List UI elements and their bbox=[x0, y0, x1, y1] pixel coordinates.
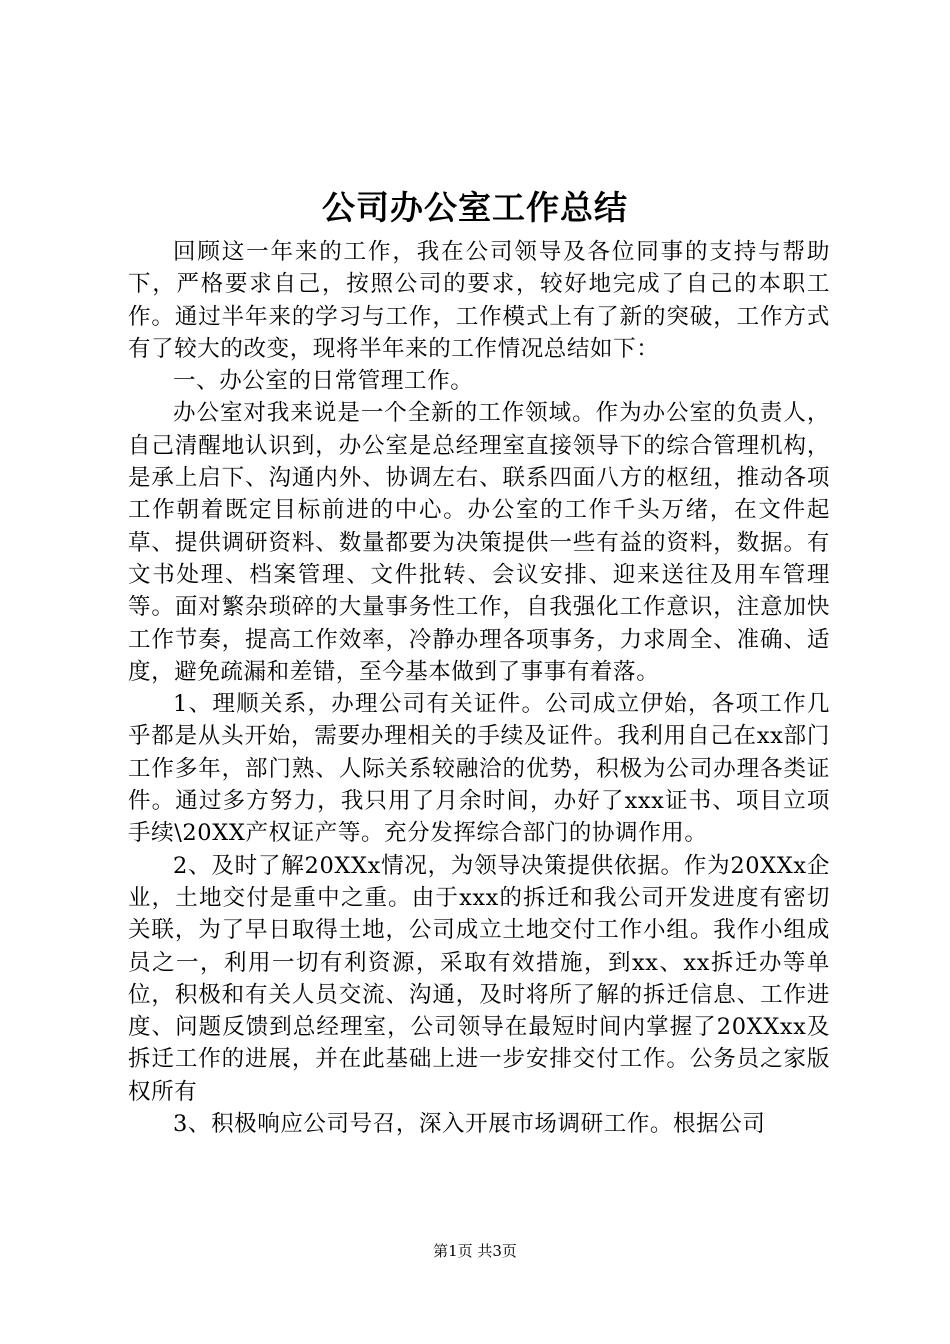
page-footer: 第1页 共3页 bbox=[433, 1242, 517, 1260]
document-title: 公司办公室工作总结 bbox=[322, 188, 628, 227]
document-body bbox=[128, 236, 830, 1140]
item-1-paragraph: 1、理顺关系，办理公司有关证件。公司成立伊始，各项工作几乎都是从头开始，需要办理相关的手续及证件。我利用自己在xx部门工作多年，部门熟、人际关系较融洽的优势，积极为公司办理各类证件。通过多方努力，我只用了月余时间，办好了xxx证书、项目立项手续\20XX产权证产等。充分发挥综合部门的协调作用。 bbox=[128, 691, 830, 847]
item-2-paragraph: 2、及时了解20XXx情况，为领导决策提供依据。作为20XXx企业，土地交付是重中之重。由于xxx的拆迁和我公司开发进度有密切关联，为了早日取得土地，公司成立土地交付工作小组。我作小组成员之一，利用一切有利资源，采取有效措施，到xx、xx拆迁办等单位，积极和有关人员交流、沟通，及时将所了解的拆迁信息、工作进度、问题反馈到总经理室，公司领导在最短时间内掌握了20XXxx及拆迁工作的进展，并在此基础上进一步安排交付工作。公务员之家版权所有 bbox=[128, 852, 830, 1105]
section-heading-daily-management: 一、办公室的日常管理工作。 bbox=[173, 368, 474, 395]
office-role-paragraph: 办公室对我来说是一个全新的工作领域。作为办公室的负责人，自己清醒地认识到，办公室是总经理室直接领导下的综合管理机构，是承上启下、沟通内外、协调左右、联系四面八方的枢纽，推动各项工作朝着既定目标前进的中心。办公室的工作千头万绪，在文件起草、提供调研资料、数量都要为决策提供一些有益的资料，数据。有文书处理、档案管理、文件批转、会议安排、迎来送往及用车管理等。面对繁杂琐碎的大量事务性工作，自我强化工作意识，注意加快工作节奏，提高工作效率，冷静办理各项事务，力求周全、准确、适度，避免疏漏和差错，至今基本做到了事事有着落。 bbox=[128, 400, 830, 685]
item-3-paragraph: 3、积极响应公司号召，深入开展市场调研工作。根据公司 bbox=[173, 1111, 766, 1138]
intro-paragraph: 回顾这一年来的工作，我在公司领导及各位同事的支持与帮助下，严格要求自己，按照公司的要求，较好地完成了自己的本职工作。通过半年来的学习与工作，工作模式上有了新的突破，工作方式有了较大的改变，现将半年来的工作情况总结如下： bbox=[128, 239, 830, 362]
